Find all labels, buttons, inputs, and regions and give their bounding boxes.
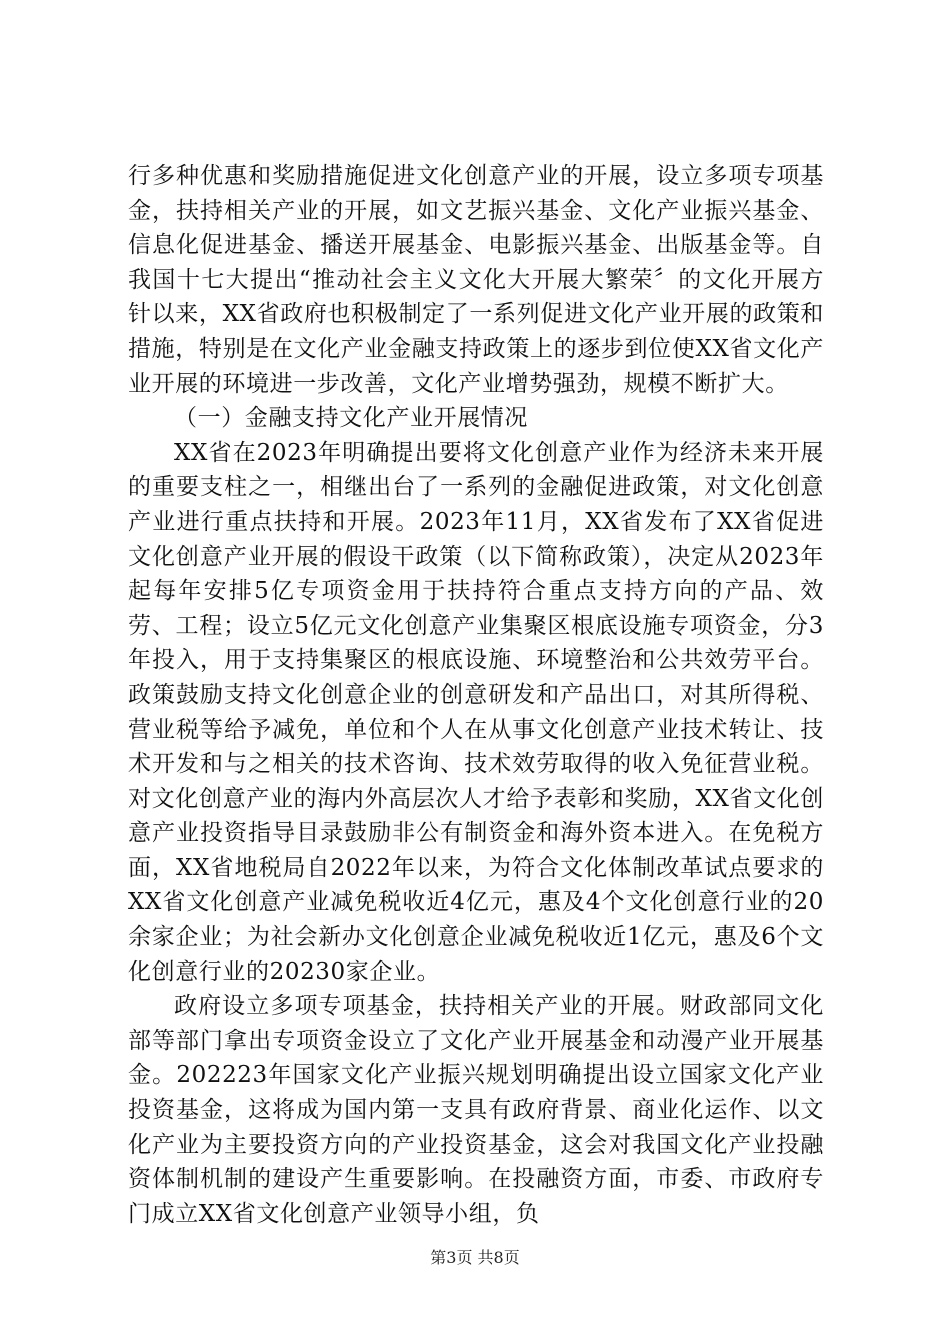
section-heading: （一）金融支持文化产业开展情况 bbox=[174, 405, 528, 432]
paragraph-special-funds: 政府设立多项专项基金，扶持相关产业的开展。财政部同文化部等部门拿出专项资金设立了文化产业开展基金和动漫产业开展基金。202223年国家文化产业振兴规划明确提出设立国家文化产业投资基金，这将成为国内第一支具有政府背景、商业化运作、以文化产业为主要投资方向的产业投资基金，这会对我国文化产业投融资体制机制的建设产生重要影响。在投融资方面，市委、市政府专门成立XX省文化创意产业领导小组，负 bbox=[128, 993, 824, 1227]
paragraph-financial-policy: XX省在2023年明确提出要将文化创意产业作为经济未来开展的重要支柱之一，相继出台了一系列的金融促进政策，对文化创意产业进行重点扶持和开展。2023年11月，XX省发布了XX省促进文化创意产业开展的假设干政策（以下简称政策），决定从2023年起每年安排5亿专项资金用于扶持符合重点支持方向的产品、效劳、工程；设立5亿元文化创意产业集聚区根底设施专项资金，分3年投入，用于支持集聚区的根底设施、环境整治和公共效劳平台。政策鼓励支持文化创意企业的创意研发和产品出口，对其所得税、营业税等给予减免，单位和个人在从事文化创意产业技术转让、技术开发和与之相关的技术咨询、技术效劳取得的收入免征营业税。对文化创意产业的海内外高层次人才给予表彰和奖励，XX省文化创意产业投资指导目录鼓励非公有制资金和海外资本进入。在免税方面，XX省地税局自2022年以来，为符合文化体制改革试点要求的XX省文化创意产业减免税收近4亿元，惠及4个文化创意行业的20余家企业；为社会新办文化创意企业减免税收近1亿元，惠及6个文化创意行业的20230家企业。 bbox=[128, 439, 824, 985]
document-body bbox=[128, 159, 824, 1231]
paragraph-continuation: 行多种优惠和奖励措施促进文化创意产业的开展，设立多项专项基金，扶持相关产业的开展，如文艺振兴基金、文化产业振兴基金、信息化促进基金、播送开展基金、电影振兴基金、出版基金等。自我国十七大提出“推动社会主义文化大开展大繁荣〞的文化开展方针以来，XX省政府也积极制定了一系列促进文化产业开展的政策和措施，特别是在文化产业金融支持政策上的逐步到位使XX省文化产业开展的环境进一步改善，文化产业增势强劲，规模不断扩大。 bbox=[128, 163, 824, 397]
page-number-footer: 第3页 共8页 bbox=[430, 1248, 520, 1267]
